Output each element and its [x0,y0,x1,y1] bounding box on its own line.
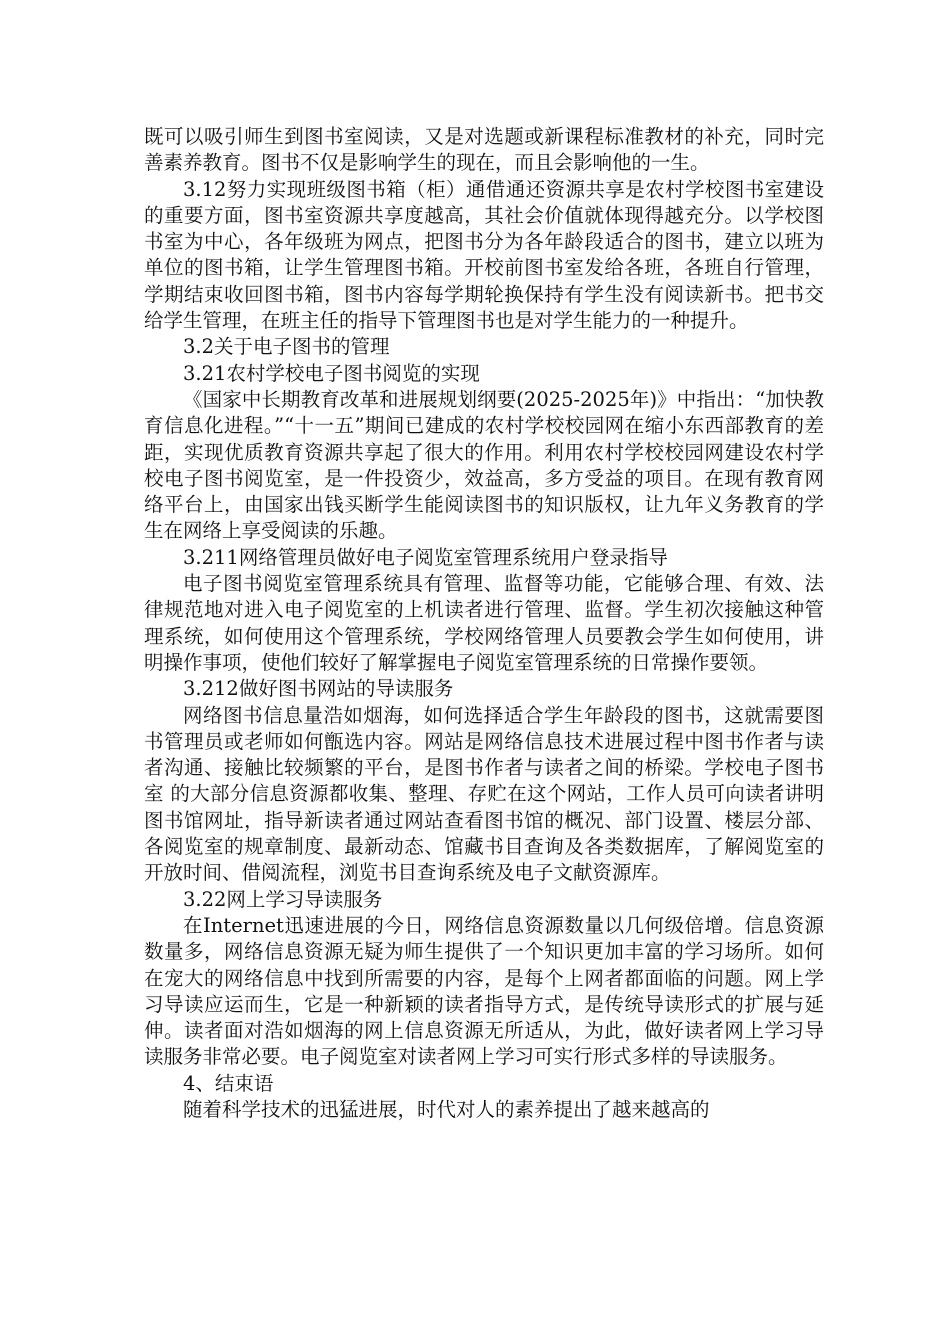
section-heading-3-22: 3.22网上学习导读服务 [183,887,383,911]
paragraph-management-system: 电子图书阅览室管理系统具有管理、监督等功能，它能够合理、有效、法律规范地对进入电子阅览室的上机读者进行管理、监督。学生初次接触这种管理系统，如何使用这个管理系统，学校网络管理人员要教会学生如何使用，讲明操作事项，使他们较好了解掌握电子阅览室管理系统的日常操作要领。 [144,572,824,674]
section-heading-3-211: 3.211网络管理员做好电子阅览室管理系统用户登录指导 [183,545,668,569]
section-heading-3-2: 3.2关于电子图书的管理 [183,335,390,359]
section-heading-3-21: 3.21农村学校电子图书阅览的实现 [183,361,480,385]
paragraph-website-guide: 网络图书信息量浩如烟海，如何选择适合学生年龄段的图书，这就需要图书管理员或老师如何甑选内容。网站是网络信息技术进展过程中图书作者与读者沟通、接触比较频繁的平台，是图书作者与读者之间的桥梁。学校电子图书室 的大部分信息资源都收集、整理、存贮在这个网站，工作人员可向读者讲明图书馆网址，指导新读者通过网站查看图书馆的概况、部门设置、楼层分部、各阅览室的规章制度、最新动态、馆藏书目查询及各类数据库，了解阅览室的开放时间、借阅流程，浏览书目查询系统及电子文献资源库。 [144,703,824,885]
paragraph-conclusion: 随着科学技术的迅猛进展，时代对人的素养提出了越来越高的 [183,1097,710,1121]
paragraph-continuation: 既可以吸引师生到图书室阅读，又是对选题或新课程标准教材的补充，同时完善素养教育。图书不仅是影响学生的现在，而且会影响他的一生。 [144,125,824,175]
document-page [144,124,824,1123]
paragraph-education-plan: 《国家中长期教育改革和进展规划纲要(2025-2025年)》中指出：“加快教育信息化进程。”“十一五”期间已建成的农村学校校园网在缩小东西部教育的差距，实现优质教育资源共享起了很大的作用。利用农村学校校园网建设农村学校电子图书阅览室，是一件投资少，效益高，多方受益的项目。在现有教育网络平台上，由国家出钱买断学生能阅读图书的知识版权，让九年义务教育的学生在网络上享受阅读的乐趣。 [144,387,824,543]
section-heading-4: 4、结束语 [183,1071,274,1095]
paragraph-class-book-box: 3.12努力实现班级图书箱（柜）通借通还资源共享是农村学校图书室建设的重要方面，图书室资源共享度越高，其社会价值就体现得越充分。以学校图书室为中心，各年级班为网点，把图书分为各年龄段适合的图书，建立以班为单位的图书箱，让学生管理图书箱。开校前图书室发给各班，各班自行管理，学期结束收回图书箱，图书内容每学期轮换保持有学生没有阅读新书。把书交给学生管理，在班主任的指导下管理图书也是对学生能力的一种提升。 [144,177,824,333]
paragraph-online-learning: 在Internet迅速进展的今日，网络信息资源数量以几何级倍增。信息资源数量多，网络信息资源无疑为师生提供了一个知识更加丰富的学习场所。如何在宠大的网络信息中找到所需要的内容，是每个上网者都面临的问题。网上学习导读应运而生，它是一种新颖的读者指导方式，是传统导读形式的扩展与延伸。读者面对浩如烟海的网上信息资源无所适从，为此，做好读者网上学习导读服务非常必要。电子阅览室对读者网上学习可实行形式多样的导读服务。 [144,913,824,1069]
section-heading-3-212: 3.212做好图书网站的导读服务 [183,677,454,701]
